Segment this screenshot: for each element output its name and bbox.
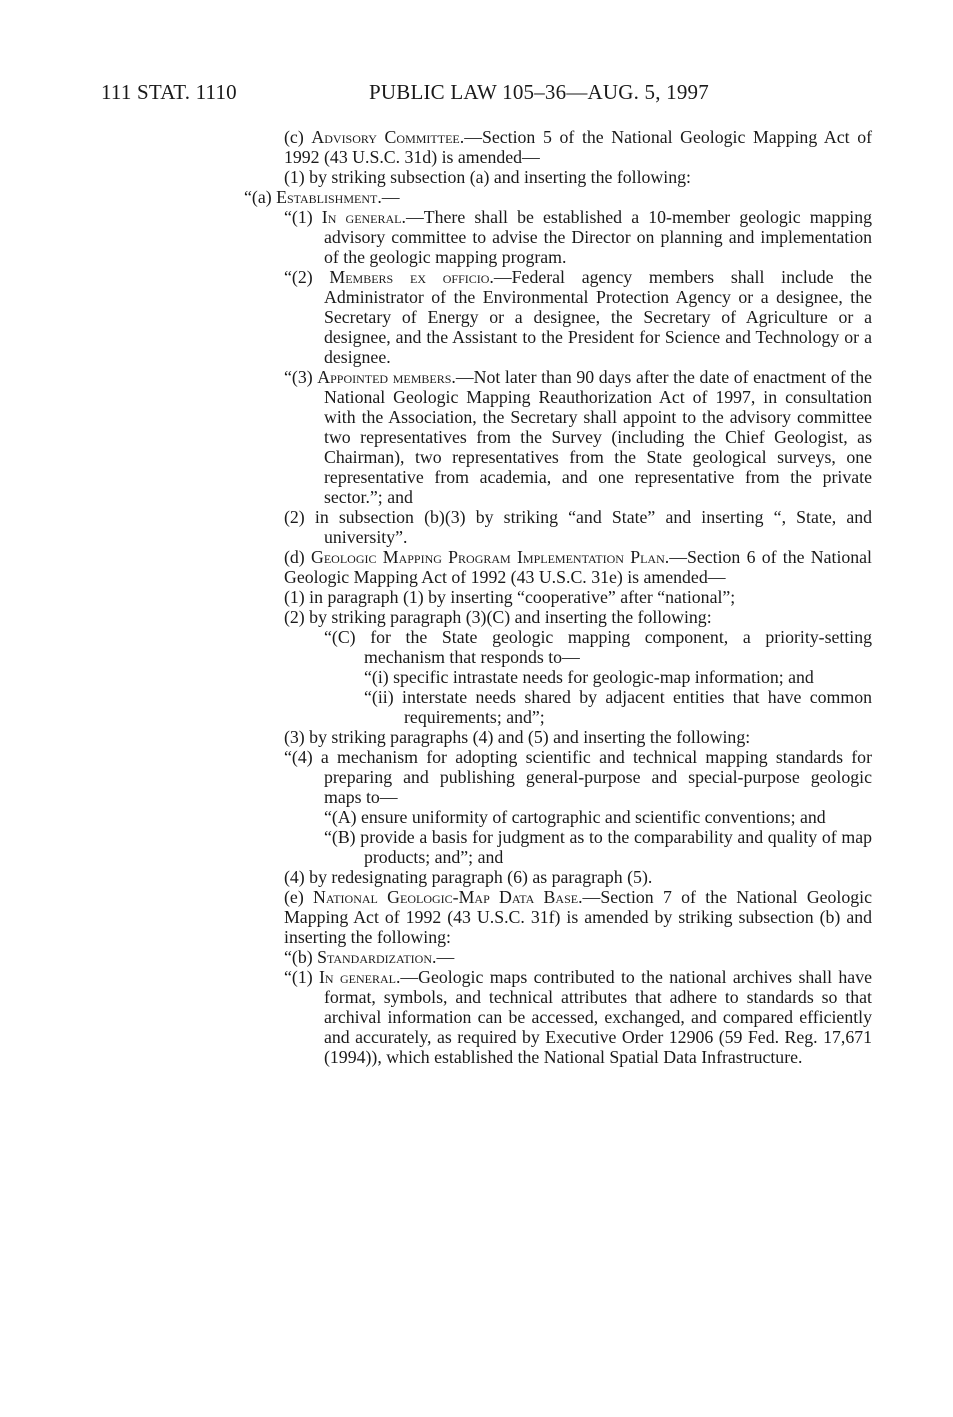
quoted-p2-heading: Members ex officio. [329,267,494,287]
subsection-c-item-2: (2) in subsection (b)(3) by striking “and State” and inserting “, State, and university”. [284,507,872,547]
subsection-d-item-4: (4) by redesignating paragraph (6) as paragraph (5). [284,867,653,887]
subsection-d [244,547,872,587]
subsection-d-lead: (d) [284,547,311,567]
subsection-c-heading: Advisory Committee. [311,127,465,147]
quoted-b-dash: — [436,947,455,967]
quoted-p2-lead: “(2) [284,267,330,287]
quoted-b-paragraph-1 [244,967,872,1067]
subsection-d-heading: Geologic Mapping Program Implementation Plan. [311,547,670,567]
subsection-d-text: —Section 6 of the National Geologic Mapping Act of 1992 (43 U.S.C. 31e) is amended— [284,547,872,587]
quoted-b-lead: “(b) [284,947,318,967]
subsection-e-lead: (e) [284,887,314,907]
quoted-b-p1-text: —Geologic maps contributed to the national archives shall have format, symbols, and technical attributes that adhere to standards so that archival information can be accessed, exchanged, and compared efficiently and accurately, as required by Executive Order 12906 (59 Fed. Reg. 17,671 (1994)), which established the National Spatial Data Infrastructure. [324,967,872,1067]
subsection-e [244,887,872,947]
running-header-title: PUBLIC LAW 105–36—AUG. 5, 1997 [369,80,709,104]
quoted-clause-b: “(B) provide a basis for judgment as to the comparability and quality of map products; and”; and [324,827,872,867]
quoted-p3-heading: Appointed members. [317,367,456,387]
subsection-d-item-2: (2) by striking paragraph (3)(C) and inserting the following: [284,607,712,627]
subsection-e-heading: National Geologic-Map Data Base. [313,887,583,907]
quoted-clause-c: “(C) for the State geologic mapping component, a priority-setting mechanism that responds to— [324,627,872,667]
subsection-c-lead: (c) [284,127,312,147]
quoted-a-dash: — [381,187,400,207]
quoted-p3-lead: “(3) [284,367,318,387]
subsection-c-text: —Section 5 of the National Geologic Mapping Act of 1992 (43 U.S.C. 31d) is amended— [284,127,873,167]
quoted-p1-heading: In general. [321,207,406,227]
quoted-p1-text: —There shall be established a 10-member geologic mapping advisory committee to advise the Director on planning and implementation of the geologic mapping program. [324,207,872,267]
quoted-b-heading: Standardization. [317,947,437,967]
quoted-p3-text: —Not later than 90 days after the date of enactment of the National Geologic Mapping Reauthorization Act of 1997, in consultation with the Association, the Secretary shall appoint to the advisory committee two representatives from the Survey (including the Chief Geologist, as Chairman), two representatives from the State geological surveys, one representative from academia, and one representative from the private sector.”; and [324,367,872,507]
quoted-clause-c-ii: “(ii) interstate needs shared by adjacent entities that have common requirements; and”; [364,687,872,727]
quoted-p2-text: —Federal agency members shall include the Administrator of the Environmental Protection Agency or a designee, the Secretary of Energy or a designee, the Secretary of Agriculture or a designee, and the Assistant to the President for Science and Technology or a designee. [324,267,872,367]
subsection-d-item-3: (3) by striking paragraphs (4) and (5) and inserting the following: [284,727,751,747]
quoted-b-p1-heading: In general. [319,967,401,987]
subsection-c-item-1: (1) by striking subsection (a) and inserting the following: [284,167,691,187]
subsection-c [244,127,872,167]
document-body [244,127,872,1067]
quoted-paragraph-3 [244,367,872,507]
quoted-b-p1-lead: “(1) [284,967,319,987]
subsection-d-item-1: (1) in paragraph (1) by inserting “cooperative” after “national”; [284,587,736,607]
quoted-paragraph-2 [244,267,872,367]
quoted-subsection-a [244,187,872,207]
quoted-p1-lead: “(1) [284,207,322,227]
quoted-a-lead: “(a) [244,187,277,207]
quoted-a-heading: Establishment. [276,187,382,207]
quoted-paragraph-4: “(4) a mechanism for adopting scientific and technical mapping standards for preparing and publishing general-purpose and special-purpose geologic maps to— [284,747,872,807]
quoted-subsection-b [244,947,872,967]
quoted-clause-a: “(A) ensure uniformity of cartographic and scientific conventions; and [324,807,826,827]
quoted-paragraph-1 [244,207,872,267]
subsection-e-text: —Section 7 of the National Geologic Mapping Act of 1992 (43 U.S.C. 31f) is amended by striking subsection (b) and inserting the following: [284,887,872,947]
quoted-clause-c-i: “(i) specific intrastate needs for geologic-map information; and [364,667,814,687]
page-reference: 111 STAT. 1110 [101,80,237,104]
